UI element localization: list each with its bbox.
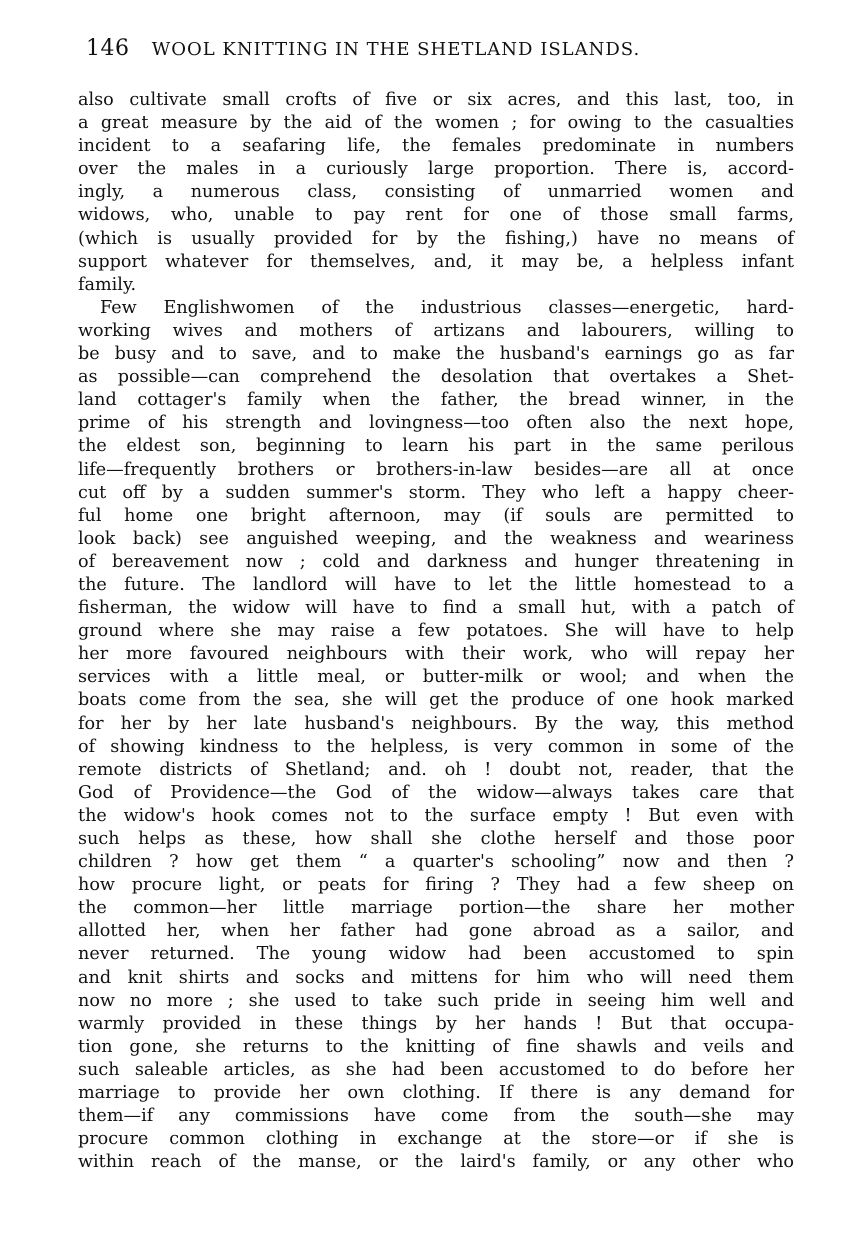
text-line: the widow's hook comes not to the surface empty ! But even with <box>78 805 794 826</box>
text-line: them—if any commissions have come from the south—she may <box>78 1106 794 1127</box>
text-line: incident to a seafaring life, the females predominate in numbers <box>78 136 794 157</box>
text-line: ful home one bright afternoon, may (if souls are permitted to <box>78 505 794 526</box>
running-title: WOOL KNITTING IN THE SHETLAND ISLANDS. <box>151 39 641 60</box>
text-line: ingly, a numerous class, consisting of unmarried women and <box>78 182 794 203</box>
text-line: widows, who, unable to pay rent for one of those small farms, <box>78 205 794 226</box>
text-line: the eldest son, beginning to learn his part in the same perilous <box>78 436 794 457</box>
text-line: God of Providence—the God of the widow—always takes care that <box>78 782 794 803</box>
text-line: procure common clothing in exchange at the store—or if she is <box>78 1129 794 1150</box>
text-line: also cultivate small crofts of five or six acres, and this last, too, in <box>78 90 794 110</box>
text-line: boats come from the sea, she will get the produce of one hook marked <box>78 690 794 711</box>
text-line: of bereavement now ; cold and darkness and hunger threatening in <box>78 551 794 572</box>
text-line: life—frequently brothers or brothers-in-law besides—are all at once <box>78 459 794 480</box>
text-line: within reach of the manse, or the laird's family, or any other who <box>78 1152 794 1173</box>
text-line: of showing kindness to the helpless, is very common in some of the <box>78 736 794 757</box>
page-header <box>86 36 806 61</box>
text-line: over the males in a curiously large proportion. There is, accord- <box>78 159 794 180</box>
text-line: cut off by a sudden summer's storm. They who left a happy cheer- <box>78 482 794 503</box>
text-line: now no more ; she used to take such pride in seeing him well and <box>78 990 794 1011</box>
text-line: marriage to provide her own clothing. If there is any demand for <box>78 1083 794 1104</box>
body-text <box>78 89 794 1174</box>
text-line: a great measure by the aid of the women ; for owing to the casualties <box>78 113 794 134</box>
text-line: and knit shirts and socks and mittens for him who will need them <box>78 967 794 988</box>
text-line: the future. The landlord will have to let the little homestead to a <box>78 574 794 595</box>
text-line: for her by her late husband's neighbours. By the way, this method <box>78 713 794 734</box>
page-number: 146 <box>86 36 130 61</box>
text-line: warmly provided in these things by her hands ! But that occupa- <box>78 1013 794 1034</box>
text-line: working wives and mothers of artizans and labourers, willing to <box>78 320 794 341</box>
text-line: land cottager's family when the father, the bread winner, in the <box>78 390 794 411</box>
text-line: (which is usually provided for by the fishing,) have no means of <box>78 228 794 249</box>
text-line: never returned. The young widow had been accustomed to spin <box>78 944 794 965</box>
text-line: family. <box>78 274 137 295</box>
text-line: support whatever for themselves, and, it may be, a helpless infant <box>78 251 794 272</box>
text-line: allotted her, when her father had gone abroad as a sailor, and <box>78 921 794 942</box>
text-line: remote districts of Shetland; and. oh ! doubt not, reader, that the <box>78 759 794 780</box>
text-line: ground where she may raise a few potatoes. She will have to help <box>78 621 794 642</box>
text-line: such saleable articles, as she had been accustomed to do before her <box>78 1059 794 1080</box>
text-line: prime of his strength and lovingness—too often also the next hope, <box>78 413 794 434</box>
text-line: look back) see anguished weeping, and the weakness and weariness <box>78 528 794 549</box>
text-line: how procure light, or peats for firing ? They had a few sheep on <box>78 875 794 896</box>
text-line: be busy and to save, and to make the husband's earnings go as far <box>78 344 794 365</box>
text-line: fisherman, the widow will have to find a small hut, with a patch of <box>78 598 794 619</box>
text-line: Few Englishwomen of the industrious classes—energetic, hard- <box>100 297 794 318</box>
text-line: as possible—can comprehend the desolation that overtakes a Shet- <box>78 367 794 388</box>
text-line: tion gone, she returns to the knitting of fine shawls and veils and <box>78 1036 794 1057</box>
text-line: the common—her little marriage portion—the share her mother <box>78 898 794 919</box>
text-line: services with a little meal, or butter-milk or wool; and when the <box>78 667 794 688</box>
text-line: children ? how get them “ a quarter's schooling” now and then ? <box>78 852 794 873</box>
text-line: such helps as these, how shall she clothe herself and those poor <box>78 829 794 849</box>
text-line: her more favoured neighbours with their work, who will repay her <box>78 644 794 665</box>
